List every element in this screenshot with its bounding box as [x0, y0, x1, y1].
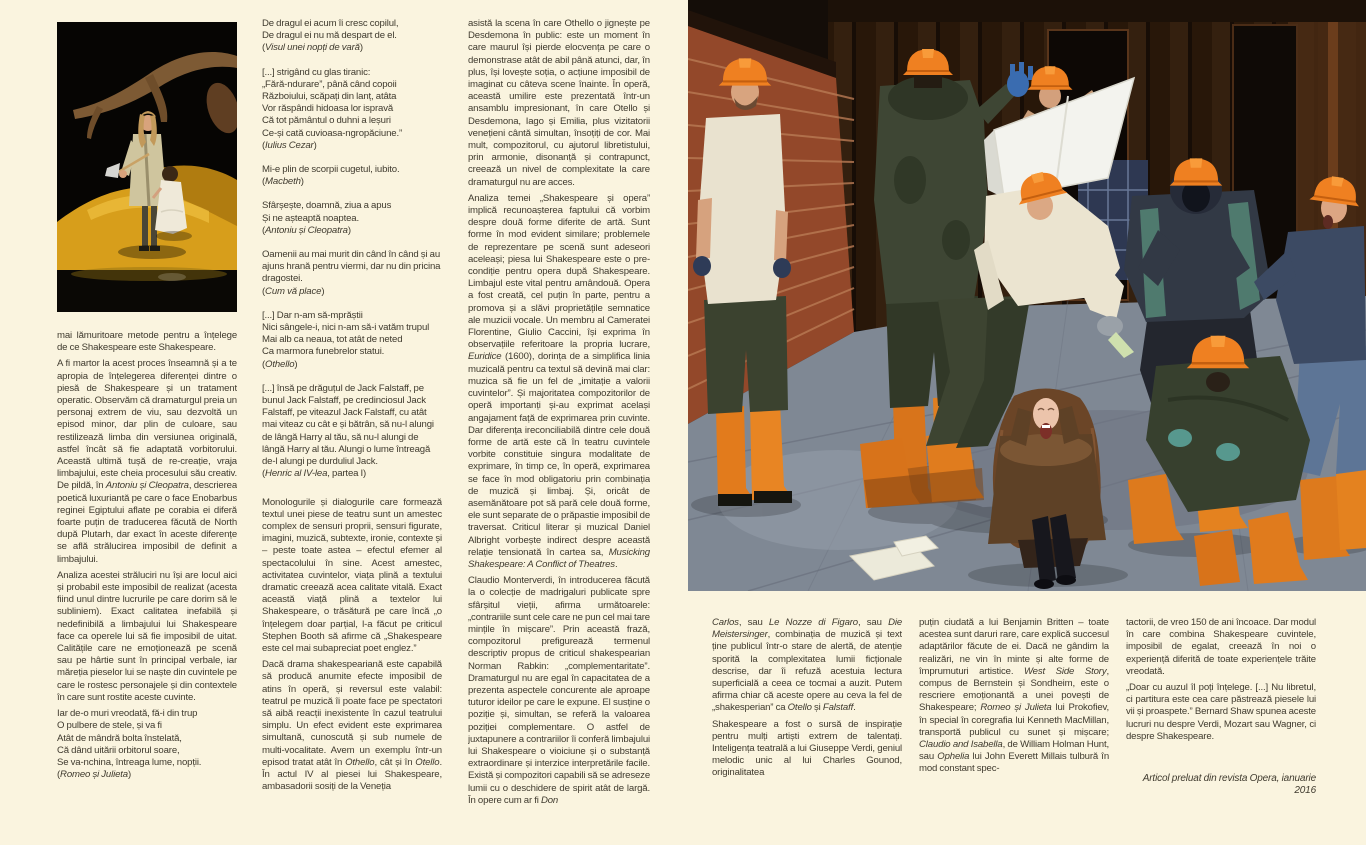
text-column-3 — [468, 18, 650, 838]
paragraph: A fi martor la acest proces înseamnă și a te apropia de înțelegerea diferenței dintre o piesă de Shakespeare și un tratament operatic. Observăm că dramaturgul preia un personaj extrem de viu, sau dezvoltă un episod minor, dar plin de culoare, sau restilizează limba din versiunea originală, astfel încât să fie adaptată vorbitorului. Această ultimă tușă de re-creație, vraja limbajului, este cheia procesului său creativ. De pildă, în Antoniu și Cleopatra, descrierea poetică luxuriantă pe care o face Enobarbus reginei Egiptului aflate pe corabia ei diferă foarte puțin de traducerea făcută de North după Plutarh, dar exact în aceste diferențe se află strălucirea imposibil de definit a limbajului. — [57, 358, 237, 565]
paragraph: Analiza temei „Shakespeare și opera” implică recunoașterea faptului că vorbim despre două forme diferite de artă. Sunt forme în mod evident similare; problemele de reprezentare pe scenă sunt adeseori aceleași; piesa lui Shakespeare este o pre-condiție pentru opera după Shakespeare. Limbajul este vital pentru amândouă. Opera a fost creată, cel puțin în parte, pentru a promova și a slăvi proprietățile semnatice ale muzicii vocale. Un membru al Cameratei Florentine, Giulio Caccini, își exprima în observațiile referitoare la propria lucrare, Euridice (1600), dorința de a simplifica linia muzicală pentru ca textul să devină mai clar: muzica să fie un fel de „imitație a valorii cuvintelor”. Și majoritatea compozitorilor de operă importanți și-au exprimat același angajament față de exprimarea prin cuvinte. Dar diferența ireconciliabilă dintre cele două forme de artă este că în teatru cuvintele vorbite constituie singura modalitate de exprimare, în timp ce, în operă, exprimarea se face în mod obligatoriu prin combinația de muzică și limbaj. Și, oricât de asemănătoare pot să pară cele două forme, ele sunt separate de o prăpastie imposibil de traversat. Criticul literar și muzical Daniel Albright vorbește indirect despre această relație tensionată în cartea sa, Musicking Shakespeare: A Conflict of Theatres. — [468, 192, 650, 570]
paragraph: mai lămuritoare metode pentru a înțelege de ce Shakespeare este Shakespeare. — [57, 330, 237, 354]
text-column-6 — [1126, 617, 1316, 845]
stage-photo-left-art — [57, 22, 237, 312]
paragraph: puțin ciudată a lui Benjamin Britten – toate acestea sunt daruri rare, care explică succesul adaptărilor făcute de ei. Dacă ne gândim la realizări, ne vin în minte și alte forme de împrumuturi artistice. West Side Story, compus de Bernstein și Sondheim, este o rescriere emoționantă a unei povești de Shakespeare; Romeo și Julieta lui Prokofiev, în special în coregrafia lui Kenneth MacMillan, transportă publicul cu sunet și mișcare; Claudio and Isabella, de William Holman Hunt, sau Ophelia lui John Everett Millais tulbură în mod constant spec- — [919, 617, 1109, 775]
verse-quote: Iar de-o muri vreodată, fă-i din trup O pulbere de stele, și va fi Atât de mândră bolta înstelată, Că dând uitării orbitorul soare, Se va-nchina, întreaga lume, nopții. (Romeo și Julieta) — [57, 708, 202, 781]
paragraph: Shakespeare a fost o sursă de inspirație pentru mulți artiști extrem de talentați. Inteligența teatrală a lui Giuseppe Verdi, geniul melodic unic al lui Charles Gounod, originalitatea — [712, 718, 902, 779]
paragraph: Monologurile și dialogurile care formează textul unei piese de teatru sunt un amestec complex de sensuri proprii, sensuri figurate, imagini, muzică, subtexte, ironie, contexte și – peste toate astea – efectul efemer al spectacolului în sine. Acest amestec, activitatea cuvintelor, viața plină a textului dramatic creează acea calitate vitală. Exact această viață plină a textelor lui Shakespeare, o trăsătură pe care încă „o înțelegem doar parțial, l-a făcut pe criticul Stephen Booth să afirme că „Shakespeare este cel mai subapreciat poet englez.” — [262, 496, 442, 654]
paragraph: tactorii, de vreo 150 de ani încoace. Dar modul în care combina Shakespeare cuvintele, imposibil de egalat, creează în noi o experiență diferită de toate experiențele trăite vreodată. — [1126, 617, 1316, 677]
verse-quote: Mi-e plin de scorpii cugetul, iubito. (Macbeth) — [262, 164, 400, 188]
text-column-2 — [262, 18, 442, 838]
verse-quote: Sfârșește, doamnă, ziua a apus Și ne așteaptă noaptea. (Antoniu și Cleopatra) — [262, 200, 392, 236]
stage-photo-main — [688, 0, 1366, 591]
paragraph: Carlos, sau Le Nozze di Figaro, sau Die Meistersinger, combinația de muzică și text ține publicul într-o stare de alertă, de atenție sporită la complexitatea lumii ficționale descrise, dar îi refuză acestuia lectura superficială a ceea ce tocmai a auzit. Putem afirma chiar că aceste opere au ceva la fel de „shakesperian” ca Otello și Falstaff. — [712, 617, 902, 714]
prose-quote: [...] însă pe drăguțul de Jack Falstaff, pe bunul Jack Falstaff, pe credinciosul Jack Falstaff, pe viteazul Jack Falstaff, cu atât mai viteaz cu cât e și bătrân, să nu-l alungi de lângă Harry al tău, să nu-l alungi de lângă Harry al tău. Alungi o lume întreagă de-l alungi pe durduliul Jack. (Henric al IV-lea, partea I) — [262, 382, 434, 480]
verse-quote: De dragul ei acum îi cresc copilul, De dragul ei nu mă despart de el. (Visul unei nopți de vară) — [262, 18, 399, 54]
paragraph: asistă la scena în care Othello o jignește pe Desdemona în public: este un moment în care maurul își pierde elocvența pe care o demonstrase atât de abil până atunci, dar, în plus, își lovește soția, o acțiune imposibil de imaginat cu câteva scene înainte. În operă, această umilire este prezentată într-un ansamblu impresionant, în care Otello și Desdemona, Iago și Emilia, plus vizitatorii venețieni cântă simultan, însoțiți de cor. Mai mult, compozitorul, cu ajutorul libretistului, prin armonie, disonanță și contrapunct, creează un nivel de complexitate la care dramaturgul nu are acces. — [468, 18, 650, 188]
paragraph: Claudio Monterverdi, în introducerea făcută la o colecție de madrigaluri publicate spre sfârșitul vieții, afirma următoarele: „contrariile sunt cele care ne pun cel mai tare mințile în mișcare”. Prin această frază, compozitorul prefigurează termenul descriptiv propus de criticul shakespearian Norman Rabkin: „complementaritate”. Dramaturgul nu are egal în capacitatea de a prezenta aspectele concurente ale aproape tuturor ideilor pe care le expune. El susține o poziție și, simultan, se referă la valoarea poziției complementare. O astfel de juxtapunere a contrariilor îi conferă limbajului lui Shakespeare o vioiciune și o substanță extraordinare și interzice interpretările facile. Există și compozitori capabili să se adreseze lumii cu o deschidere de spirit atât de largă. În opere cum ar fi Don — [468, 575, 650, 806]
verse-quote: [...] strigând cu glas tiranic: „Fără-ndurare”, până când copoii Războiului, scăpați din lanț, atâta Vor răspândi hidoasa lor ispravă Că tot pământul o duhni a leșuri Ce-și cată cuvioasa-ngropăciune.” (Iulius Cezar) — [262, 66, 403, 151]
text-column-4 — [712, 617, 902, 845]
stage-photo-left — [57, 22, 237, 312]
text-column-1 — [57, 330, 237, 808]
text-column-5 — [919, 617, 1109, 845]
prose-quote: Oamenii au mai murit din când în când și au ajuns hrană pentru viermi, dar nu din pricina dragostei. (Cum vă place) — [262, 249, 441, 297]
verse-quote: [...] Dar n-am să-mprăștii Nici sângele-i, nici n-am să-i vatăm trupul Mai alb ca neaua, tot atât de neted Ca marmora funebrelor statui. (Othello) — [262, 309, 430, 370]
stage-photo-main-art — [688, 0, 1366, 591]
source-attribution: Articol preluat din revista Opera, ianuarie 2016 — [1142, 773, 1316, 797]
paragraph: „Doar cu auzul îl poți înțelege. [...] Nu libretul, ci partitura este cea care păstrează piesele lui vii și proaspete.” Bernard Shaw spunea aceste lucruri nu despre Verdi, Mozart sau Wagner, ci despre Shakespeare. — [1126, 682, 1316, 742]
paragraph: Analiza acestei străluciri nu își are locul aici și probabil este imposibil de realizat (acesta fiind unul dintre lucrurile pe care dorim să le subliniem). Exact calitatea inefabilă și nedefinibilă a limbajului lui Shakespeare face ca operele lui să fie imposibil de uitat. Calitățile care ne emoționează pe scenă sau pe hârtie sunt în principal verbale, iar măreția pieselor lui se naște din cuvintele pe care le rostesc personajele și din contextele în care sunt rostite aceste cuvinte. — [57, 569, 237, 703]
paragraph: Dacă drama shakespeariană este capabilă să producă anumite efecte imposibil de atins în operă, și reversul este valabil: teatrul pe muzică îi poate face pe spectatori să aibă reacții inexistente în cazul teatrului simplu. Un efect evident este exprimarea simultană, cunoscută și sub numele de multi-vocalitate. Avem un exemplu într-un episod tratat atât în Othello, cât și în Otello. În actul IV al piesei lui Shakespeare, ambasadorii sosiți de la Veneția — [262, 659, 442, 793]
stage-edge-reflection — [57, 267, 237, 312]
